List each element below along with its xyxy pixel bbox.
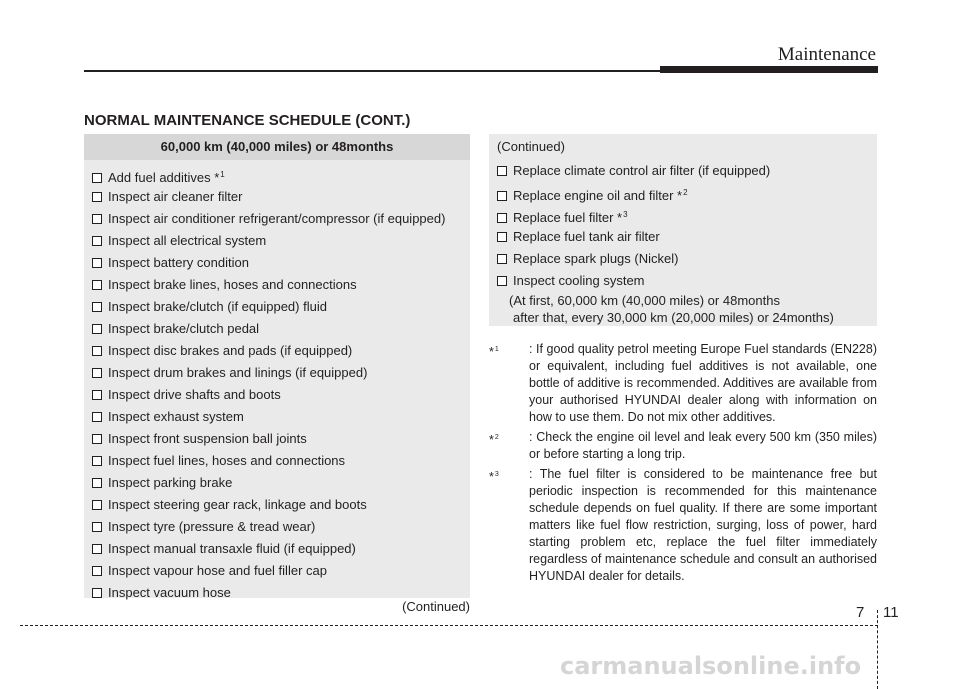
checkbox-icon (92, 280, 102, 290)
section-number: 7 (856, 604, 865, 621)
footnote-marker: *$^2$ (489, 433, 499, 447)
checklist-item-label: Inspect disc brakes and pads (if equipped) (108, 343, 353, 358)
checklist-item-label: Inspect drive shafts and boots (108, 387, 281, 402)
checklist-item (497, 248, 875, 270)
checklist-item (497, 226, 875, 248)
cooling-system-note: (At first, 60,000 km (40,000 miles) or 48months (509, 293, 780, 308)
checkbox-icon (92, 390, 102, 400)
checklist-item-label: Inspect battery condition (108, 255, 249, 270)
checkbox-icon (497, 232, 507, 242)
checklist-item-label: Inspect tyre (pressure & tread wear) (108, 519, 316, 534)
footnote (489, 341, 877, 426)
header-rule-bold (660, 66, 878, 73)
checklist-item (92, 560, 466, 582)
checkbox-icon (92, 500, 102, 510)
checkbox-icon (92, 173, 102, 183)
checklist-item-label: Inspect brake/clutch (if equipped) fluid (108, 299, 327, 314)
footnote (489, 429, 877, 463)
checklist-item (92, 384, 466, 406)
footer-rule (20, 625, 878, 626)
checkbox-icon (92, 456, 102, 466)
checkbox-icon (92, 302, 102, 312)
checkbox-icon (92, 566, 102, 576)
continued-label-top: (Continued) (497, 139, 565, 154)
footnote-ref: 1 (220, 170, 225, 179)
header-rule (84, 70, 678, 72)
checklist-item (92, 472, 466, 494)
checkbox-icon (92, 368, 102, 378)
checklist-item-label: Inspect all electrical system (108, 233, 267, 248)
continued-label: (Continued) (402, 599, 470, 614)
checklist-item-label: Inspect manual transaxle fluid (if equipped) (108, 541, 356, 556)
checklist-item-label: Replace fuel tank air filter (513, 229, 660, 244)
checkbox-icon (497, 213, 507, 223)
footnotes (489, 341, 877, 588)
checklist-item-label: Inspect vacuum hose (108, 585, 231, 600)
checkbox-icon (92, 236, 102, 246)
checklist-item (92, 362, 466, 384)
footnote-marker: *$^1$ (489, 345, 499, 359)
checkbox-icon (497, 166, 507, 176)
checklist-item-label: Inspect brake/clutch pedal (108, 321, 260, 336)
checklist-item-label: Inspect front suspension ball joints (108, 431, 307, 446)
checkbox-icon (92, 214, 102, 224)
section-title: NORMAL MAINTENANCE SCHEDULE (CONT.) (84, 112, 411, 129)
checkbox-icon (92, 412, 102, 422)
checklist-item (92, 274, 466, 296)
checklist-item (92, 340, 466, 362)
checklist-item (92, 230, 466, 252)
checklist-item (92, 186, 466, 208)
checklist-item (92, 494, 466, 516)
footnote-text: : The fuel filter is considered to be maintenance free but periodic inspection is recommended for this maintenance schedule depends on fuel quality. If there are some important matters like fuel flow restriction, surging, loss of power, hard starting problem etc, replace the fuel filter immediately regardless of maintenance schedule and consult an authorised HYUNDAI dealer for details. (529, 467, 877, 583)
checklist-item-label: Inspect exhaust system (108, 409, 244, 424)
footnote-ref: 3 (623, 210, 628, 219)
checklist-item-label: Replace spark plugs (Nickel) (513, 251, 679, 266)
cooling-system-note: after that, every 30,000 km (20,000 miles) or 24months) (513, 310, 834, 325)
checklist-item-label: Inspect vapour hose and fuel filler cap (108, 563, 327, 578)
checklist-item (497, 160, 875, 182)
checkbox-icon (92, 434, 102, 444)
checkbox-icon (92, 192, 102, 202)
checklist-item-label: Replace fuel filter * (513, 210, 623, 225)
footnote-text: : Check the engine oil level and leak every 500 km (350 miles) or before starting a long trip. (529, 430, 877, 461)
checklist-item-label: Replace climate control air filter (if equipped) (513, 163, 771, 178)
checklist-item-label: Inspect air cleaner filter (108, 189, 243, 204)
checklist-item (92, 406, 466, 428)
checkbox-icon (497, 254, 507, 264)
checklist-item (497, 204, 875, 226)
checkbox-icon (92, 588, 102, 598)
checkbox-icon (497, 276, 507, 286)
footnote (489, 466, 877, 585)
checkbox-icon (92, 346, 102, 356)
checklist-item-label: Inspect steering gear rack, linkage and boots (108, 497, 367, 512)
checkbox-icon (92, 324, 102, 334)
checklist-item (92, 296, 466, 318)
footnote-ref: 2 (683, 188, 688, 197)
checklist-item (92, 538, 466, 560)
checklist-item (92, 516, 466, 538)
left-schedule-heading: 60,000 km (40,000 miles) or 48months (84, 134, 470, 160)
checkbox-icon (92, 522, 102, 532)
checklist-item-label: Replace engine oil and filter * (513, 188, 683, 203)
checklist-item (92, 428, 466, 450)
checklist-item-label: Inspect drum brakes and linings (if equipped) (108, 365, 368, 380)
checklist-item-label: Add fuel additives * (108, 170, 220, 185)
footnote-marker: *$^3$ (489, 470, 499, 484)
checkbox-icon (497, 191, 507, 201)
checklist-item-label: Inspect air conditioner refrigerant/compressor (if equipped) (108, 211, 446, 226)
checklist-item (92, 318, 466, 340)
watermark: carmanualsonline.info (560, 652, 862, 680)
checklist-item (92, 208, 466, 230)
page-number: 11 (883, 604, 899, 621)
checklist-item-label: Inspect brake lines, hoses and connections (108, 277, 357, 292)
checklist-item-label: Inspect cooling system (513, 273, 645, 288)
checklist-item (92, 450, 466, 472)
checklist-item-label: Inspect parking brake (108, 475, 233, 490)
checkbox-icon (92, 544, 102, 554)
checklist-item-label: Inspect fuel lines, hoses and connections (108, 453, 346, 468)
footer-divider (877, 610, 878, 689)
left-checklist (92, 164, 466, 604)
checklist-item (92, 164, 466, 186)
right-checklist (497, 160, 875, 326)
checkbox-icon (92, 258, 102, 268)
checklist-item (92, 252, 466, 274)
chapter-title: Maintenance (777, 44, 876, 65)
checklist-item (497, 270, 875, 292)
checklist-item (497, 182, 875, 204)
checkbox-icon (92, 478, 102, 488)
footnote-text: : If good quality petrol meeting Europe Fuel standards (EN228) or equivalent, including fuel additives is not available, one bottle of additive is recommended. Additives are available from your authorised HYUNDAI dealer along with information on how to use them. Do not mix other additives. (529, 342, 877, 424)
